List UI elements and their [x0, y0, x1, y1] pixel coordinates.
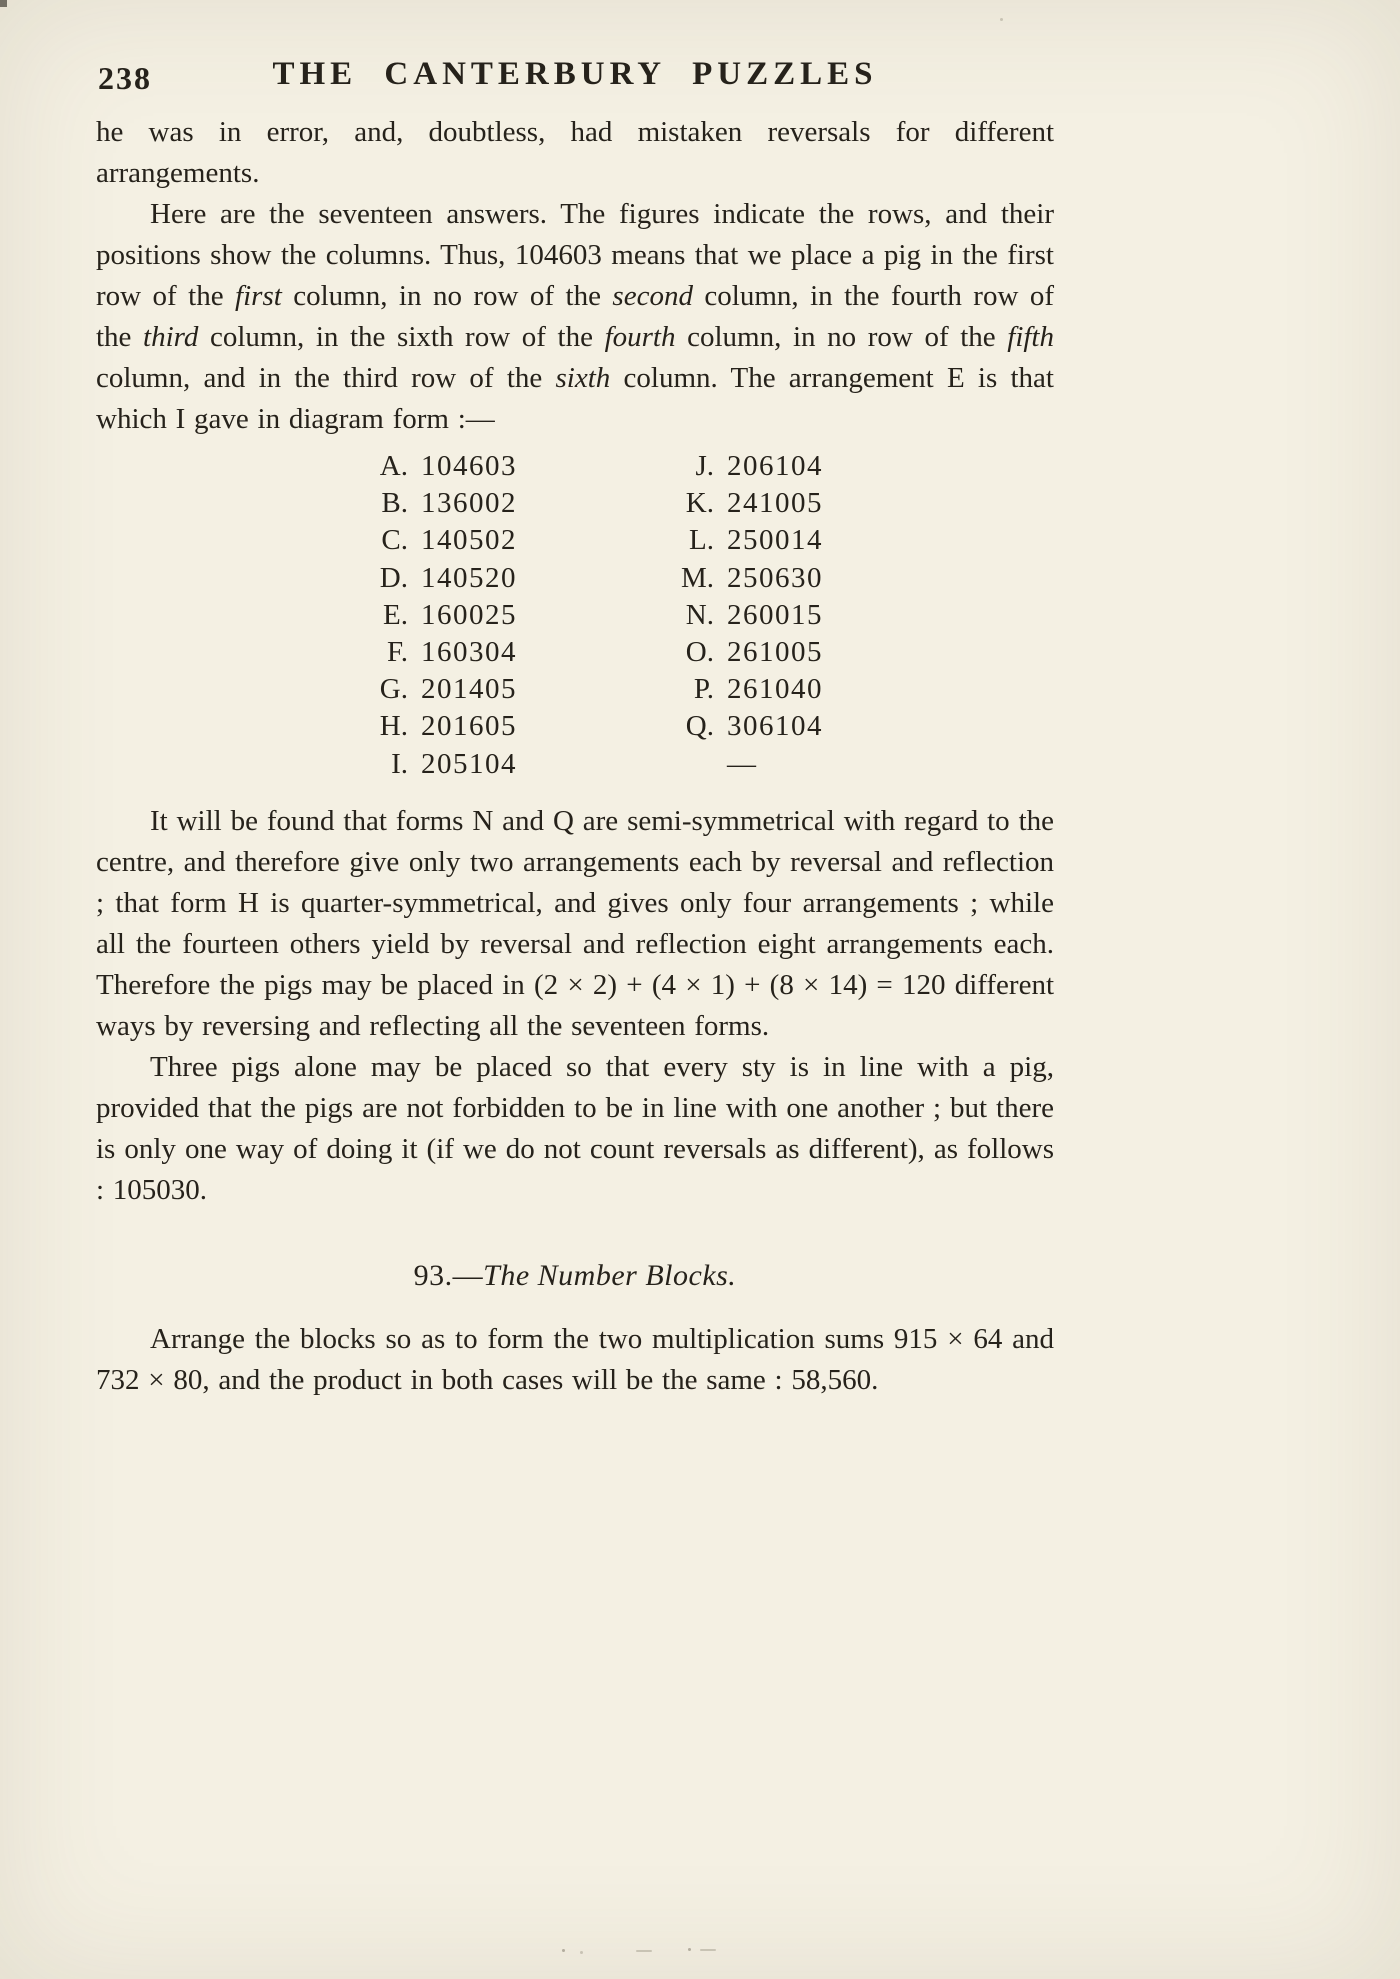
text-run: he was in error, and, doubtless, had mistaken reversals for different arrangements. [96, 116, 1054, 189]
text-run: Here are the seventeen answers. The figures indicate the rows, and their positions show the columns. Thus, 104603 means that we place a pig in the first row of the [96, 198, 1054, 312]
text-run: column, in the fourth row of the [96, 280, 1054, 353]
answer-value: 241005 [727, 487, 823, 520]
answer-row [666, 562, 823, 599]
paragraph-number-blocks [96, 1319, 1054, 1401]
answer-value: 104603 [421, 450, 517, 482]
scan-speck [1000, 18, 1003, 21]
answer-row [666, 524, 823, 561]
text-run: It will be found that forms N and Q are semi-symmetrical with regard to the centre, and therefore give only two arrangements each by reversal and reflection ; that form H is quarter-symmetrical, and gives only four arrangements ; while all the fourteen others yield by reversal and reflection eight arrangements each. Therefore the pigs may be placed in (2 × 2) + (4 × 1) + (8 × 14) = 120 different ways by reversing and reflecting all the seventeen forms. [96, 804, 1054, 1042]
answer-row [360, 748, 666, 785]
answer-value: 250630 [727, 561, 823, 594]
text-run: 93.— [413, 1258, 484, 1292]
answer-value: 206104 [727, 450, 823, 482]
answer-label: M. [680, 561, 714, 594]
answer-label: Q. [685, 710, 714, 743]
answer-label: P. [693, 673, 714, 706]
answer-value: 160025 [421, 598, 517, 631]
answer-label: K. [685, 487, 714, 520]
answers-column-left [360, 450, 666, 785]
answer-label: J. [695, 450, 714, 482]
answer-label: C. [381, 524, 408, 557]
answer-row [360, 562, 666, 599]
paragraph-answers-intro [96, 194, 1054, 440]
answer-row [360, 636, 666, 673]
answer-value: 250014 [727, 524, 823, 557]
answer-value: 201405 [421, 673, 517, 706]
scan-corner-speck [0, 0, 7, 7]
answer-value: 160304 [421, 635, 517, 668]
scan-speck [562, 1949, 565, 1952]
answer-row [360, 487, 666, 524]
answer-label: L. [689, 524, 714, 557]
answer-label: B. [381, 487, 408, 520]
scan-speck [700, 1949, 716, 1951]
answer-row [666, 636, 823, 673]
answer-value: 261040 [727, 673, 823, 706]
answer-label: N. [685, 598, 714, 631]
scan-speck [636, 1950, 652, 1952]
text-run: column, in no row of the [281, 280, 613, 312]
answer-row [360, 524, 666, 561]
text-run: Three pigs alone may be placed so that every sty is in line with a pig, provided that the pigs are not forbidden to be in line with one another ; but there is only one way of doing it (if we do not count reversals as different), as follows : 105030. [96, 1050, 1054, 1206]
answer-row [666, 710, 823, 747]
answer-row [666, 673, 823, 710]
answer-label: A. [379, 450, 408, 482]
answer-value: — [727, 747, 758, 780]
answer-row [666, 450, 823, 487]
answer-label: E. [383, 598, 408, 631]
text-run: column, in no row of the [675, 321, 1008, 353]
italic-run: second [612, 280, 693, 312]
text-run: column, and in the third row of the [96, 362, 556, 394]
text-run: column. The arrangement E is that which I gave in diagram form :— [96, 362, 1054, 435]
answer-value: 205104 [421, 747, 517, 780]
italic-run: sixth [555, 362, 611, 394]
answer-value: 140502 [421, 524, 517, 557]
answers-column-right [666, 450, 823, 785]
text-run: column, in the sixth row of the [198, 321, 605, 353]
italic-run: first [235, 280, 282, 312]
paragraph-symmetry [96, 801, 1054, 1047]
italic-run: The Number Blocks. [483, 1258, 737, 1292]
answers-list [96, 450, 1054, 785]
answer-label: G. [379, 673, 408, 706]
answer-row [360, 450, 666, 487]
text-run: Arrange the blocks so as to form the two multiplication sums 915 × 64 and 732 × 80, and the product in both cases will be the same : 58,560. [96, 1322, 1054, 1396]
italic-run: fifth [1007, 321, 1054, 353]
answer-value: 260015 [727, 598, 823, 631]
answer-row [360, 599, 666, 636]
scan-speck [580, 1951, 583, 1954]
italic-run: third [143, 321, 199, 353]
answer-value: 201605 [421, 710, 517, 743]
section-heading [96, 1259, 1054, 1293]
answer-value: 306104 [727, 710, 823, 743]
italic-run: fourth [604, 321, 676, 353]
answer-value: 136002 [421, 487, 517, 520]
answer-value: 140520 [421, 561, 517, 594]
answer-label: F. [386, 635, 408, 668]
page-number: 238 [98, 60, 152, 96]
text-block [96, 50, 1054, 1401]
running-title: THE CANTERBURY PUZZLES [272, 56, 878, 92]
answer-row [666, 748, 823, 785]
answer-row [360, 710, 666, 747]
answer-label: D. [379, 561, 408, 594]
page-header [96, 50, 1054, 112]
answer-row [360, 673, 666, 710]
scan-speck [688, 1948, 691, 1951]
paragraph-three-pigs [96, 1047, 1054, 1211]
answer-row [666, 599, 823, 636]
answer-label: O. [685, 635, 714, 668]
answer-label: H. [379, 710, 408, 743]
answer-label: I. [391, 747, 408, 780]
paragraph-continuation [96, 112, 1054, 194]
answer-row [666, 487, 823, 524]
answer-value: 261005 [727, 635, 823, 668]
